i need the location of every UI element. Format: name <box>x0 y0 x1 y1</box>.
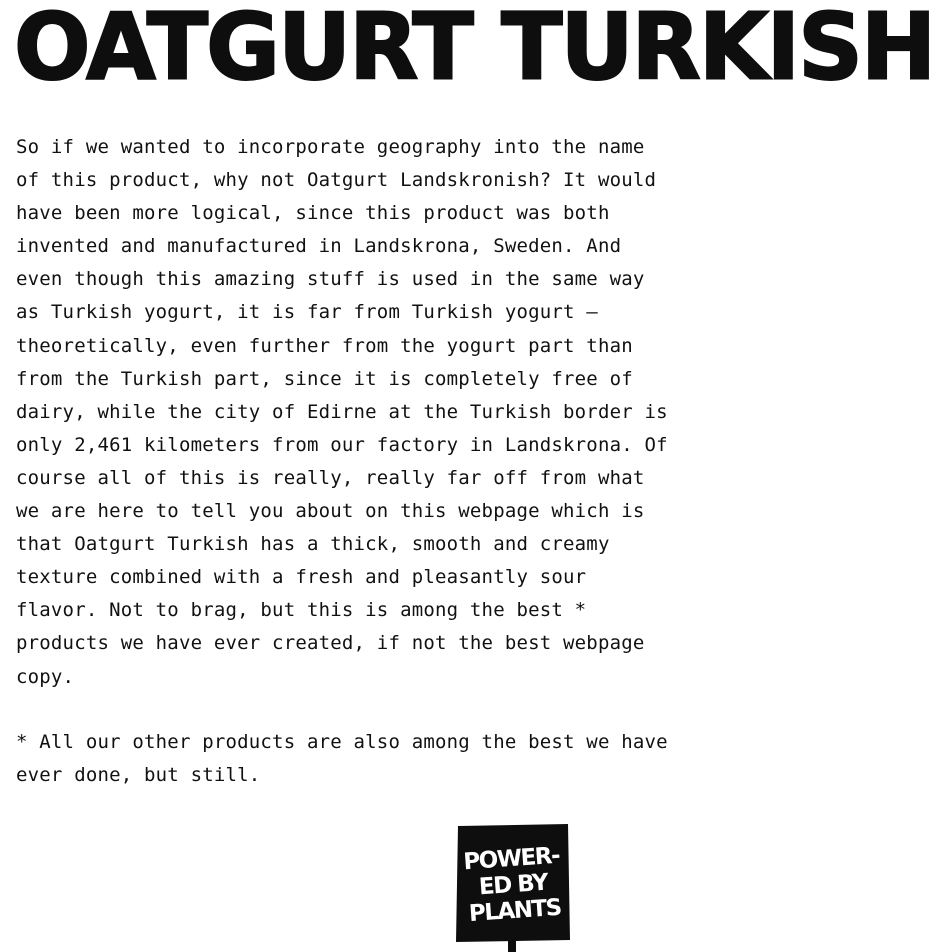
description-line: even though this amazing stuff is used in the same way <box>16 268 645 291</box>
description-line: theoretically, even further from the yogurt part than <box>16 334 633 357</box>
description-line: course all of this is really, really far off from what <box>16 466 645 489</box>
description-line: invented and manufactured in Landskrona, Sweden. And <box>16 235 622 258</box>
footnote-line: ever done, but still. <box>16 764 261 787</box>
description-line: copy. <box>16 665 75 688</box>
description-line: that Oatgurt Turkish has a thick, smooth and creamy <box>16 533 610 556</box>
description-line: as Turkish yogurt, it is far from Turkish yogurt – <box>16 301 598 324</box>
description-line: flavor. Not to brag, but this is among the best * <box>16 599 587 622</box>
badge-sign <box>456 824 570 942</box>
description-line: texture combined with a fresh and pleasantly sour <box>16 566 587 589</box>
badge-line-1: POWER- <box>462 842 560 876</box>
description-line: have been more logical, since this product was both <box>16 202 610 225</box>
description-line: we are here to tell you about on this webpage which is <box>16 500 645 523</box>
footnote <box>16 726 756 792</box>
description-line: only 2,461 kilometers from our factory in Landskrona. Of <box>16 433 668 456</box>
product-description <box>16 131 756 694</box>
powered-by-plants-badge <box>456 824 570 942</box>
description-line: So if we wanted to incorporate geography into the name <box>16 136 645 158</box>
footnote-line: * All our other products are also among the best we have <box>16 731 668 753</box>
page-title: OATGURT TURKISH <box>14 0 934 101</box>
description-line: from the Turkish part, since it is completely free of <box>16 367 633 390</box>
description-line: products we have ever created, if not the best webpage <box>16 632 645 655</box>
description-line: dairy, while the city of Edirne at the Turkish border is <box>16 400 668 423</box>
description-line: of this product, why not Oatgurt Landskronish? It would <box>16 169 657 192</box>
badge-line-3: PLANTS <box>468 894 562 928</box>
badge-line-2: ED BY <box>478 869 549 901</box>
badge-stick <box>508 938 516 952</box>
